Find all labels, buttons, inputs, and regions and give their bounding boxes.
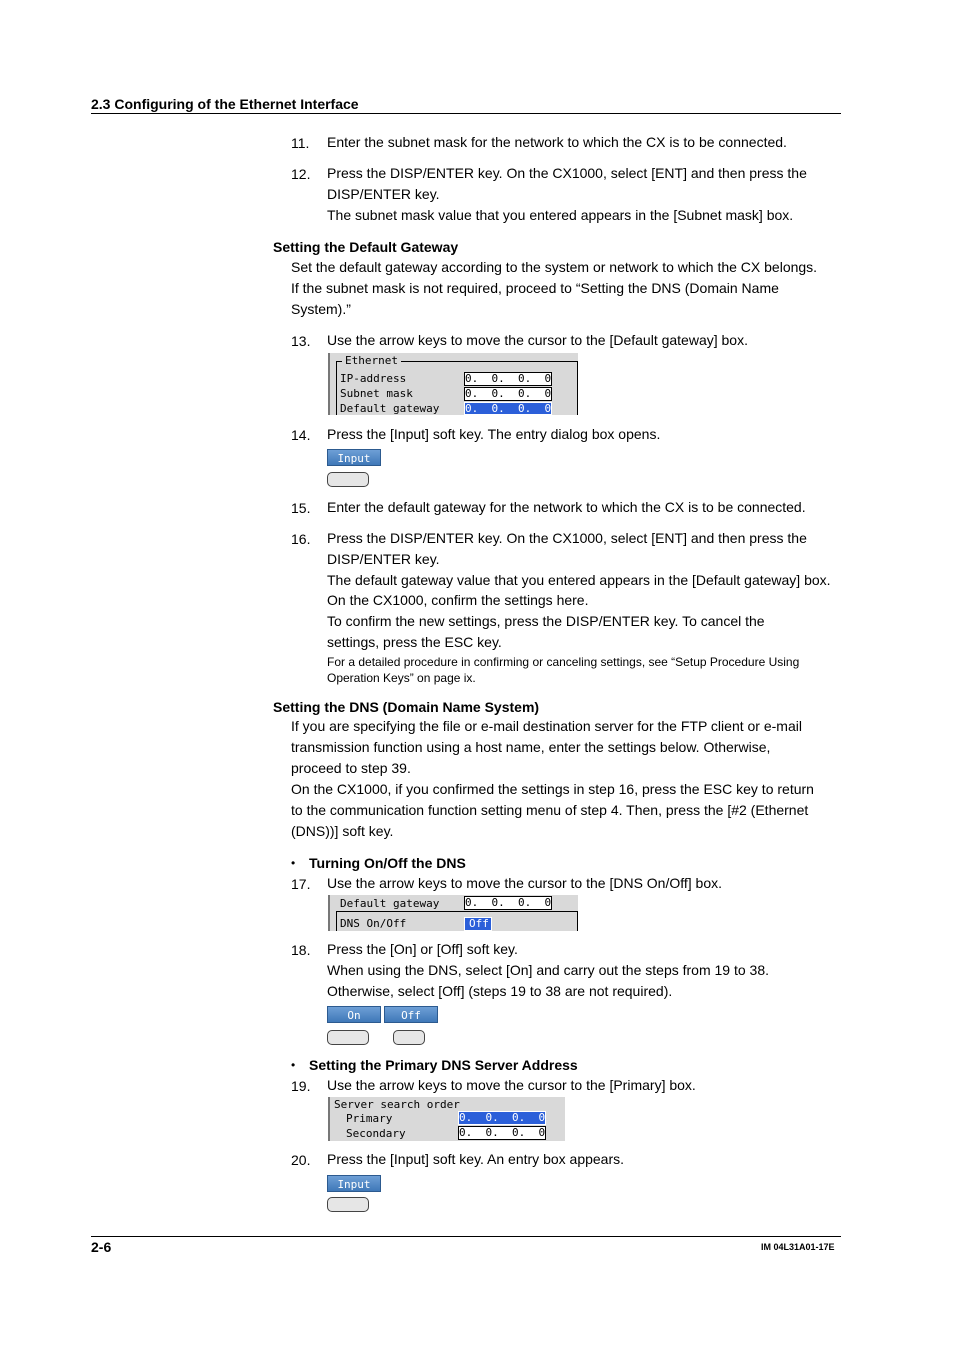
step-15-number: 15. — [291, 500, 311, 516]
step-13-number: 13. — [291, 333, 311, 349]
default-gateway-field[interactable]: 0. 0. 0. 0 — [465, 402, 552, 415]
dns-para-3: proceed to step 39. — [291, 760, 411, 776]
server-search-group-label: Server search order — [334, 1098, 460, 1111]
dns-para-6: (DNS))] soft key. — [291, 823, 394, 839]
subheading-primary-dns: Setting the Primary DNS Server Address — [309, 1057, 578, 1073]
primary-label: Primary — [346, 1112, 393, 1125]
subnet-mask-label: Subnet mask — [340, 387, 413, 400]
step-16-line-2: DISP/ENTER key. — [327, 551, 440, 567]
subheading-dns-on-off: Turning On/Off the DNS — [309, 855, 466, 871]
step-20-number: 20. — [291, 1152, 311, 1168]
footer-rule — [91, 1236, 841, 1237]
input-key-button-2[interactable] — [327, 1197, 369, 1212]
step-12-line-3: The subnet mask value that you entered appears in the [Subnet mask] box. — [327, 207, 794, 223]
step-18-number: 18. — [291, 942, 311, 958]
secondary-dns-field[interactable]: 0. 0. 0. 0 — [459, 1126, 546, 1139]
ethernet-group-label: Ethernet — [342, 354, 401, 367]
dns-onoff-screen — [328, 895, 578, 931]
step-18-line-2: When using the DNS, select [On] and carry out the steps from 19 to 38. — [327, 962, 769, 978]
bullet-dot-1: • — [291, 856, 296, 870]
on-key-button[interactable] — [327, 1030, 369, 1045]
default-gateway-label: Default gateway — [340, 402, 440, 415]
step-14-number: 14. — [291, 427, 311, 443]
ethernet-settings-screen — [328, 353, 578, 415]
step-15-text: Enter the default gateway for the network to which the CX is to be connected. — [327, 499, 806, 515]
page-number: 2-6 — [91, 1239, 112, 1255]
ip-address-field[interactable]: 0. 0. 0. 0 — [465, 372, 552, 385]
step-16-line-4: On the CX1000, confirm the settings here. — [327, 592, 589, 608]
dns-para-4: On the CX1000, if you confirmed the settings in step 16, press the ESC key to return — [291, 781, 814, 797]
step-16-line-5: To confirm the new settings, press the DISP/ENTER key. To cancel the — [327, 613, 765, 629]
off-key-button[interactable] — [393, 1030, 425, 1045]
gateway-para-3: System).” — [291, 301, 351, 317]
step-11-text: Enter the subnet mask for the network to which the CX is to be connected. — [327, 134, 787, 150]
step-16-line-3: The default gateway value that you entered appears in the [Default gateway] box. — [327, 572, 831, 588]
primary-dns-field[interactable]: 0. 0. 0. 0 — [459, 1111, 546, 1124]
input-softkey-1[interactable]: Input — [327, 449, 381, 466]
bullet-dot-2: • — [291, 1058, 296, 1072]
document-code: IM 04L31A01-17E — [761, 1242, 835, 1252]
step-16-number: 16. — [291, 531, 311, 547]
secondary-label: Secondary — [346, 1127, 406, 1140]
step-19-text: Use the arrow keys to move the cursor to the [Primary] box. — [327, 1077, 696, 1093]
step-16-line-1: Press the DISP/ENTER key. On the CX1000, select [ENT] and then press the — [327, 530, 807, 546]
dns-para-2: transmission function using a host name, enter the settings below. Otherwise, — [291, 739, 771, 755]
step-13-text: Use the arrow keys to move the cursor to the [Default gateway] box. — [327, 332, 748, 348]
header-rule — [91, 113, 841, 114]
step-20-text: Press the [Input] soft key. An entry box appears. — [327, 1151, 625, 1167]
subnet-mask-field[interactable]: 0. 0. 0. 0 — [465, 387, 552, 400]
server-search-screen — [328, 1097, 565, 1141]
step-16-line-6: settings, press the ESC key. — [327, 634, 502, 650]
gateway-para-1: Set the default gateway according to the system or network to which the CX belongs. — [291, 259, 818, 275]
off-softkey[interactable]: Off — [384, 1006, 438, 1023]
dns-para-5: to the communication function setting menu of step 4. Then, press the [#2 (Ethernet — [291, 802, 809, 818]
section-title: 2.3 Configuring of the Ethernet Interface — [91, 96, 359, 112]
step-12-line-1: Press the DISP/ENTER key. On the CX1000, select [ENT] and then press the — [327, 165, 807, 181]
dns-onoff-field[interactable]: Off — [464, 917, 492, 931]
ip-address-label: IP-address — [340, 372, 407, 385]
dns-onoff-label: DNS On/Off — [340, 917, 407, 930]
step-17-number: 17. — [291, 876, 311, 892]
step-18-line-1: Press the [On] or [Off] soft key. — [327, 941, 518, 957]
step-16-note-2: Operation Keys” on page ix. — [327, 671, 476, 685]
input-key-button-1[interactable] — [327, 472, 369, 487]
step-19-number: 19. — [291, 1078, 311, 1094]
step-18-line-3: Otherwise, select [Off] (steps 19 to 38 are not required). — [327, 983, 673, 999]
step-17-text: Use the arrow keys to move the cursor to the [DNS On/Off] box. — [327, 875, 723, 891]
step-11-number: 11. — [291, 135, 310, 151]
gateway-heading: Setting the Default Gateway — [273, 239, 459, 255]
gateway-para-2: If the subnet mask is not required, proceed to “Setting the DNS (Domain Name — [291, 280, 779, 296]
default-gateway-label-2: Default gateway — [340, 897, 440, 910]
step-12-line-2: DISP/ENTER key. — [327, 186, 440, 202]
dns-para-1: If you are specifying the file or e-mail destination server for the FTP client or e-mail — [291, 718, 802, 734]
input-softkey-2[interactable]: Input — [327, 1175, 381, 1192]
dns-heading: Setting the DNS (Domain Name System) — [273, 699, 540, 715]
step-16-note-1: For a detailed procedure in confirming or canceling settings, see “Setup Procedure Using — [327, 655, 800, 669]
step-14-text: Press the [Input] soft key. The entry dialog box opens. — [327, 426, 661, 442]
step-12-number: 12. — [291, 166, 311, 182]
default-gateway-field-2[interactable]: 0. 0. 0. 0 — [465, 896, 552, 909]
on-softkey[interactable]: On — [327, 1006, 381, 1023]
